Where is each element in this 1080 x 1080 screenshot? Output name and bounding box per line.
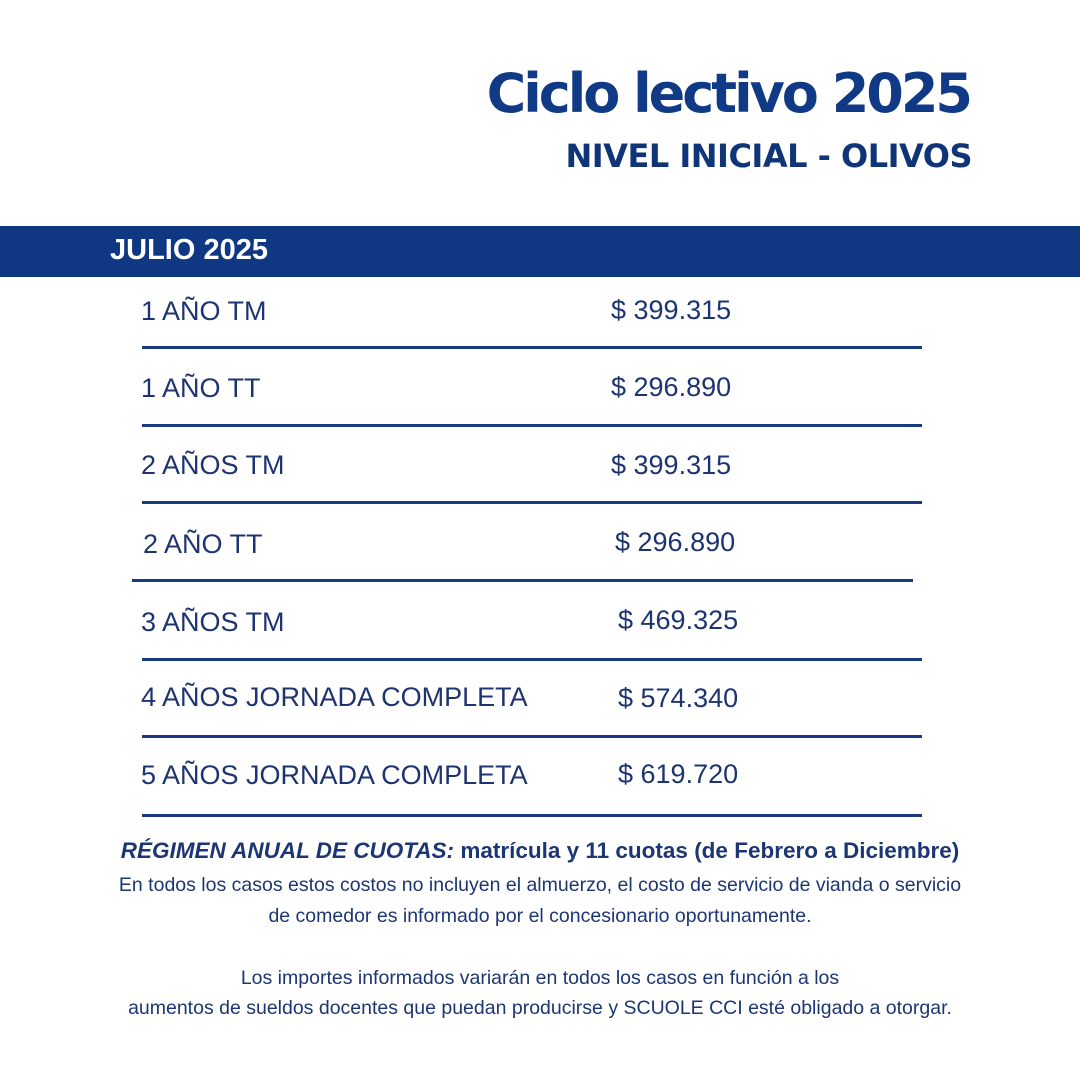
- row-label: 5 AÑOS JORNADA COMPLETA: [141, 760, 528, 790]
- row-value: $ 619.720: [618, 759, 739, 789]
- row-value: $ 399.315: [611, 450, 732, 480]
- note-line: de comedor es informado por el concesionario oportunamente.: [268, 905, 812, 927]
- note-line: aumentos de sueldos docentes que puedan producirse y SCUOLE CCI esté obligado a otorgar.: [128, 997, 952, 1019]
- row-value: $ 296.890: [611, 372, 732, 402]
- month-label: JULIO 2025: [110, 234, 268, 266]
- row-divider: [142, 424, 922, 427]
- row-divider: [142, 658, 922, 661]
- regimen-line: [0, 838, 1080, 864]
- row-label: 3 AÑOS TM: [141, 607, 285, 637]
- row-value: $ 399.315: [611, 295, 732, 325]
- row-label: 4 AÑOS JORNADA COMPLETA: [141, 682, 528, 712]
- note-line: Los importes informados variarán en todos los casos en función a los: [240, 967, 840, 989]
- row-label: 1 AÑO TT: [141, 373, 261, 403]
- row-divider: [132, 579, 913, 582]
- row-divider: [142, 346, 922, 349]
- row-value: $ 296.890: [615, 527, 736, 557]
- row-divider: [142, 501, 922, 504]
- regimen-label: RÉGIMEN ANUAL DE CUOTAS:: [120, 838, 455, 863]
- row-value: $ 574.340: [618, 683, 739, 713]
- row-divider: [142, 735, 922, 738]
- row-label: 1 AÑO TM: [141, 296, 267, 326]
- page-title: Ciclo lectivo 2025: [486, 62, 970, 125]
- row-label: 2 AÑOS TM: [141, 450, 285, 480]
- month-band: [0, 226, 1080, 277]
- note-line: En todos los casos estos costos no incluyen el almuerzo, el costo de servicio de vianda o servicio: [118, 874, 962, 896]
- row-divider: [142, 814, 922, 817]
- row-label: 2 AÑO TT: [143, 529, 263, 559]
- regimen-text: matrícula y 11 cuotas (de Febrero a Diciembre): [460, 838, 960, 863]
- row-value: $ 469.325: [618, 605, 739, 635]
- page-subtitle: NIVEL INICIAL - OLIVOS: [565, 137, 972, 175]
